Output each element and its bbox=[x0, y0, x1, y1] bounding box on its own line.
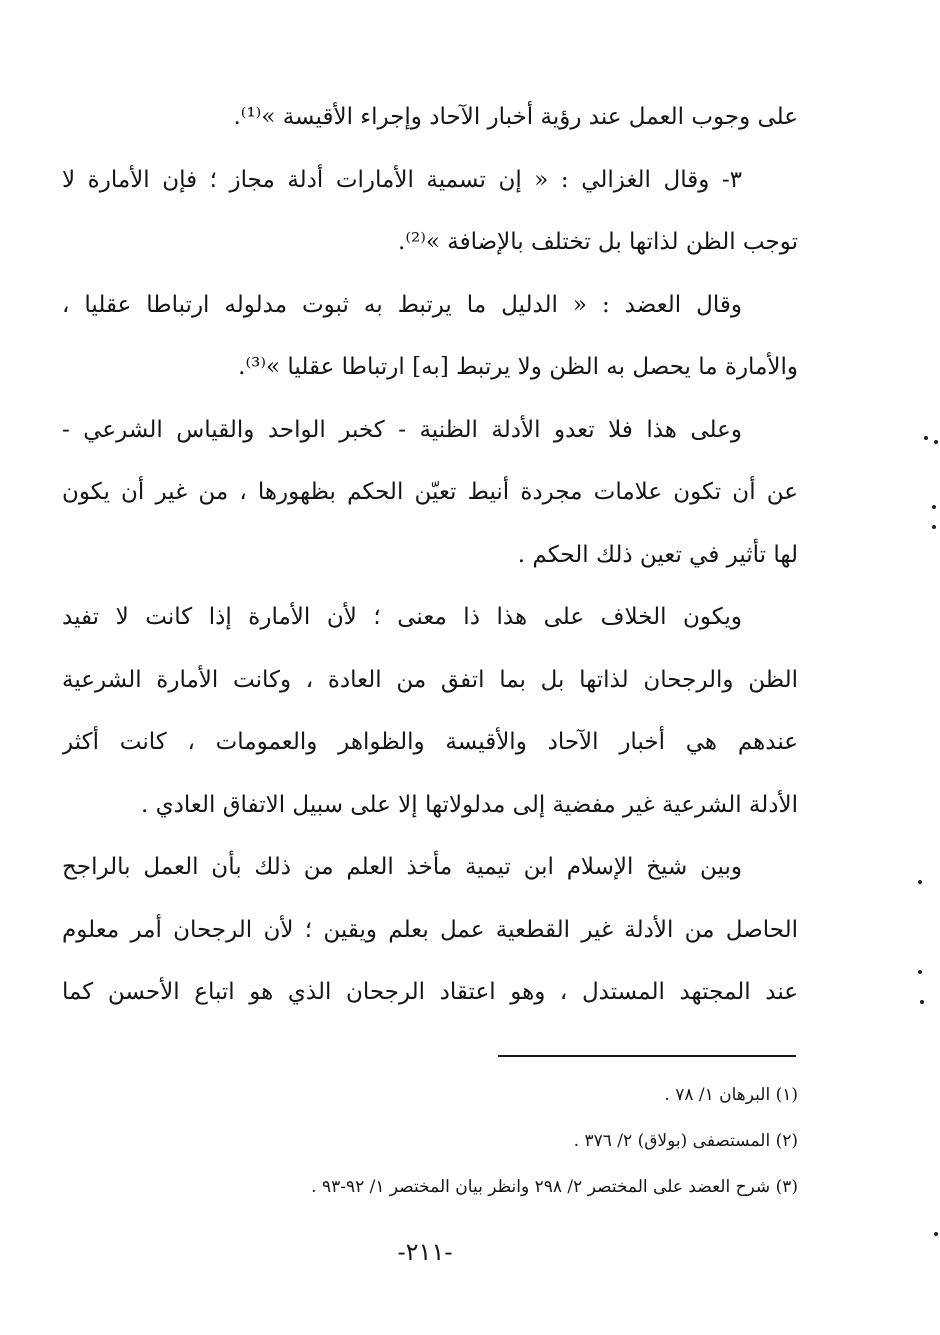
footnote-1: (١) البرهان ١/ ٧٨ . bbox=[664, 1085, 798, 1105]
text-line: وعلى هذا فلا تعدو الأدلة الظنية - كخبر الواحد والقياس الشرعي - bbox=[62, 416, 742, 443]
footnote-separator bbox=[498, 1055, 796, 1057]
text-line: عن أن تكون علامات مجردة أنيط تعيّن الحكم بظهورها ، من غير أن يكون bbox=[62, 479, 798, 505]
text-line: الظن والرجحان لذاتها بل بما اتفق من العادة ، وكانت الأمارة الشرعية bbox=[62, 666, 798, 693]
text-line: ٣- وقال الغزالي : « إن تسمية الأمارات أدلة مجاز ؛ فإن الأمارة لا bbox=[62, 166, 742, 193]
text-line: عندهم هي أخبار الآحاد والأقيسة والظواهر والعمومات ، كانت أكثر bbox=[62, 729, 798, 755]
scan-speck bbox=[932, 505, 936, 509]
body-text bbox=[62, 86, 798, 1024]
text-line: والأمارة ما يحصل به الظن ولا يرتبط [به] ارتباطا عقليا »⁽³⁾. bbox=[238, 354, 798, 380]
text-line: عند المجتهد المستدل ، وهو اعتقاد الرجحان الذي هو اتباع الأحسن كما bbox=[62, 979, 798, 1005]
text-line: ويكون الخلاف على هذا ذا معنى ؛ لأن الأمارة إذا كانت لا تفيد bbox=[62, 604, 742, 630]
text-line: الحاصل من الأدلة غير القطعية عمل بعلم ويقين ؛ لأن الرجحان أمر معلوم bbox=[62, 916, 798, 943]
scan-speck bbox=[934, 440, 938, 444]
text-line: الأدلة الشرعية غير مفضية إلى مدلولاتها إلا على سبيل الاتفاق العادي . bbox=[141, 791, 798, 818]
text-line: على وجوب العمل عند رؤية أخبار الآحاد وإجراء الأقيسة »⁽¹⁾. bbox=[233, 104, 798, 130]
footnote-2: (٢) المستصفى (بولاق) ٢/ ٣٧٦ . bbox=[573, 1131, 798, 1151]
text-line: لها تأثير في تعين ذلك الحكم . bbox=[517, 541, 798, 568]
scan-speck bbox=[924, 436, 928, 440]
page-number: -٢١١- bbox=[397, 1238, 453, 1266]
scan-speck bbox=[934, 1232, 938, 1236]
scan-speck bbox=[918, 970, 922, 974]
text-line: توجب الظن لذاتها بل تختلف بالإضافة »⁽²⁾. bbox=[398, 229, 798, 255]
scan-speck bbox=[932, 525, 936, 529]
footnote-3: (٣) شرح العضد على المختصر ٢/ ٢٩٨ وانظر بيان المختصر ١/ ٩٢-٩٣ . bbox=[311, 1177, 798, 1197]
scan-speck bbox=[920, 1000, 924, 1004]
footnotes bbox=[62, 1072, 798, 1210]
text-line: وبين شيخ الإسلام ابن تيمية مأخذ العلم من ذلك بأن العمل بالراجح bbox=[62, 854, 742, 880]
scan-speck bbox=[918, 880, 922, 884]
text-line: وقال العضد : « الدليل ما يرتبط به ثبوت مدلوله ارتباطا عقليا ، bbox=[62, 291, 742, 318]
